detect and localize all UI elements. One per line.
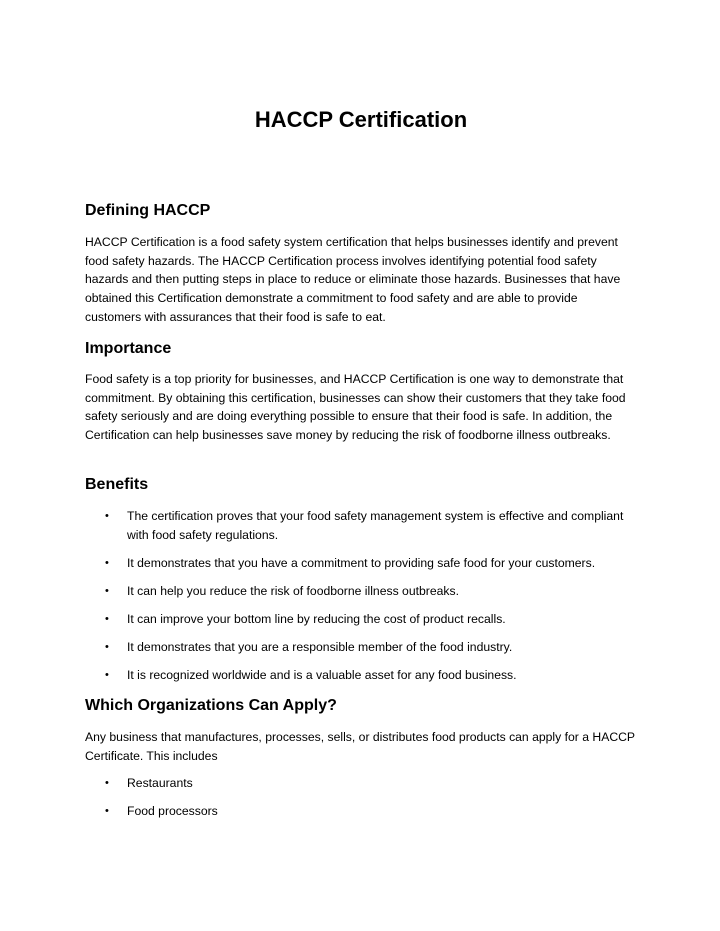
section-heading-benefits: Benefits: [85, 476, 149, 493]
list-item: [85, 507, 637, 544]
list-item-text: It demonstrates that you have a commitment to providing safe food for your customers.: [127, 555, 596, 570]
list-item: [85, 554, 637, 573]
list-item: [85, 582, 637, 601]
bullet-icon: •: [105, 556, 109, 569]
bullet-icon: •: [105, 584, 109, 597]
list-item-text: It can improve your bottom line by reducing the cost of product recalls.: [127, 611, 506, 626]
list-item: [85, 638, 637, 657]
list-item: [85, 610, 637, 629]
list-item-text: It is recognized worldwide and is a valuable asset for any food business.: [127, 667, 517, 682]
bullet-icon: •: [105, 805, 109, 817]
list-item-text: The certification proves that your food safety management system is effective and compliant with food safety regulations.: [127, 509, 624, 542]
bullet-icon: •: [105, 510, 109, 522]
bullet-icon: •: [105, 612, 109, 625]
organizations-list: [85, 774, 637, 830]
page-title: HACCP Certification: [254, 107, 468, 132]
section-body-defining: HACCP Certification is a food safety system certification that helps businesses identify and prevent food safety hazards. The HACCP Certification process involves identifying potential food safety hazards and then putting steps in place to reduce or eliminate those hazards. Businesses that have obtained this Certification demonstrate a commitment to food safety and are able to provide customers with assurances that their food is safe to eat.: [85, 235, 621, 324]
list-item: [85, 774, 637, 793]
list-item-text: It demonstrates that you are a responsible member of the food industry.: [127, 639, 513, 654]
list-item-text: Food processors: [127, 804, 218, 818]
section-heading-organizations: Which Organizations Can Apply?: [85, 697, 337, 714]
bullet-icon: •: [105, 668, 109, 681]
list-item-text: It can help you reduce the risk of foodborne illness outbreaks.: [127, 583, 459, 598]
section-body-importance: Food safety is a top priority for businesses, and HACCP Certification is one way to demonstrate that commitment. By obtaining this certification, businesses can show their customers that they take food safety seriously and are doing everything possible to ensure that their food is safe. In addition, the Certification can help businesses save money by reducing the risk of foodborne illness outbreaks.: [85, 372, 626, 443]
section-heading-defining: Defining HACCP: [85, 202, 211, 219]
bullet-icon: •: [105, 640, 109, 653]
list-item: [85, 666, 637, 685]
section-body-organizations: Any business that manufactures, processes, sells, or distributes food products can apply for a HACCP Certificate. This includes: [85, 730, 635, 763]
list-item-text: Restaurants: [127, 776, 193, 790]
section-heading-importance: Importance: [85, 340, 172, 357]
benefits-list: [85, 507, 637, 694]
list-item: [85, 802, 637, 821]
bullet-icon: •: [105, 777, 109, 789]
